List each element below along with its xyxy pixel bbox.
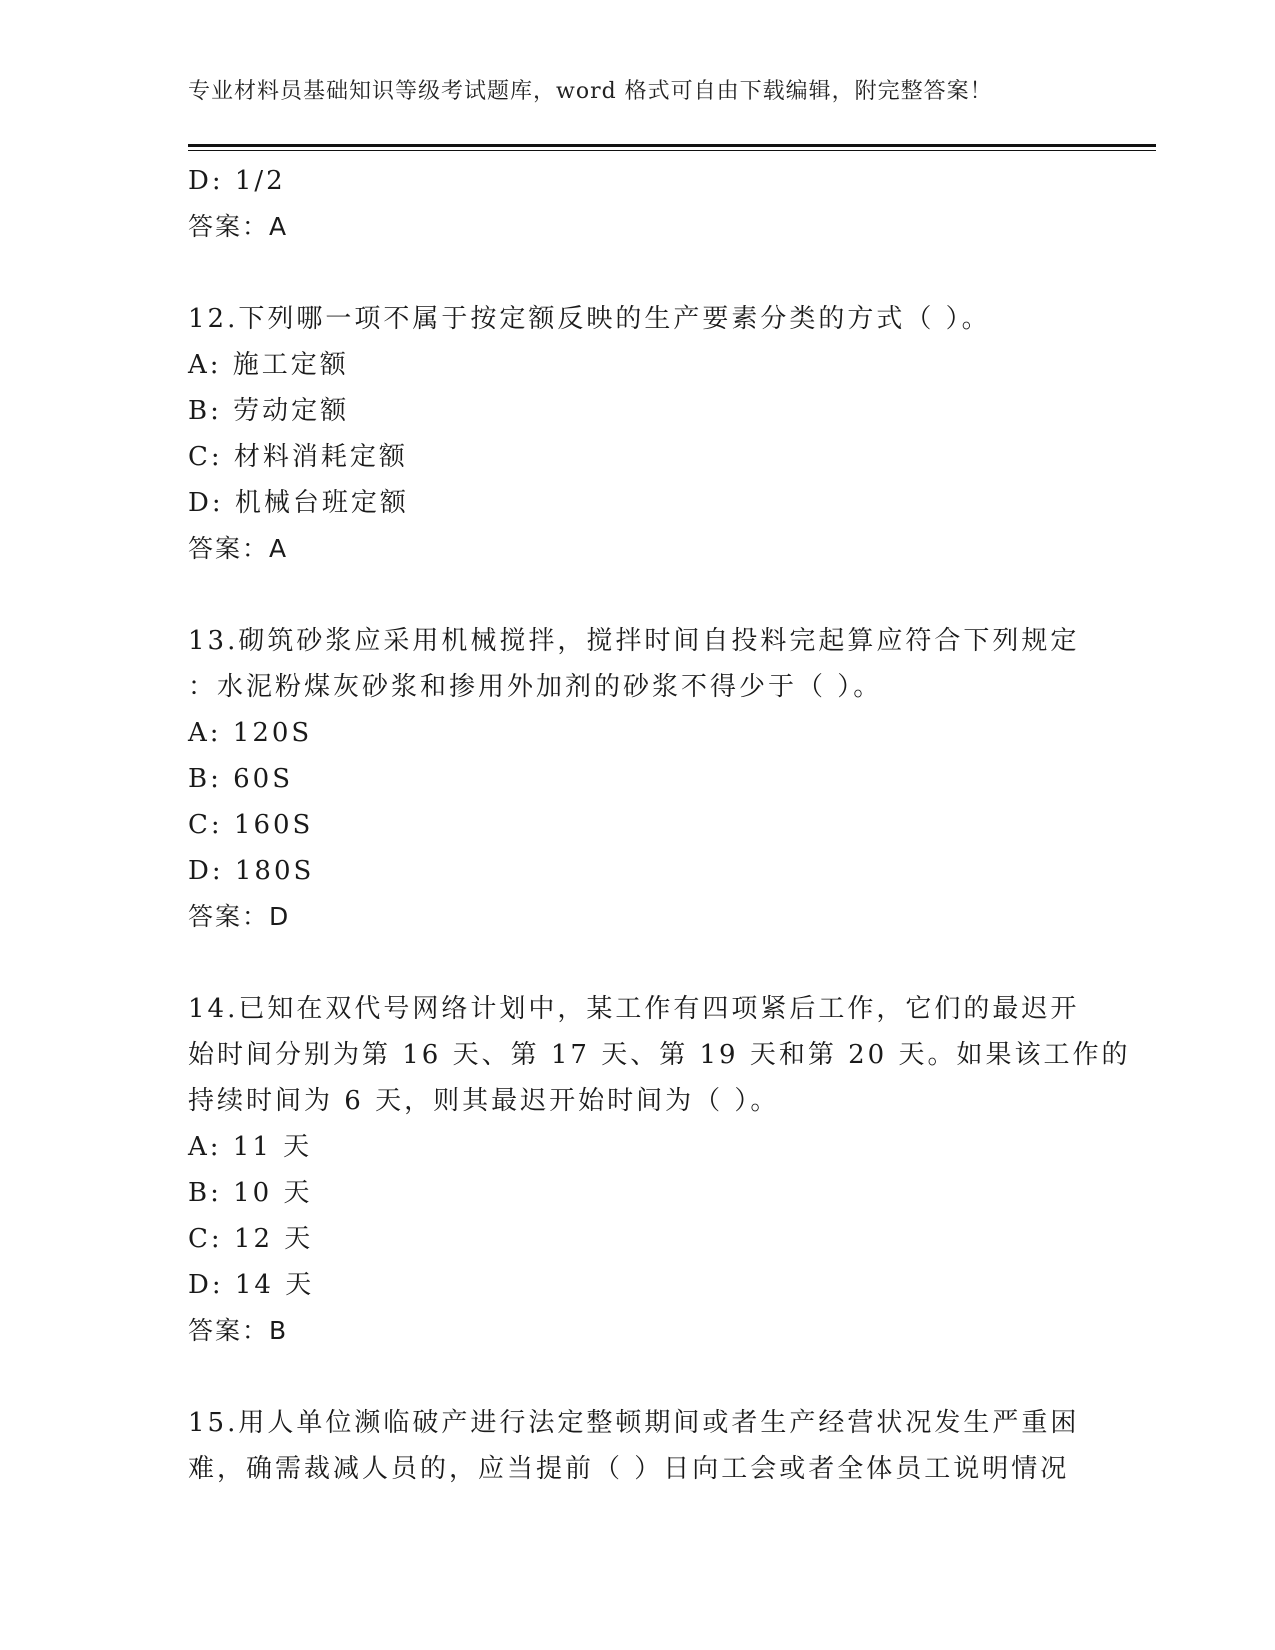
- option-line: C: 材料消耗定额: [188, 442, 408, 472]
- document-body: [188, 158, 1131, 1492]
- option-line: A: 11 天: [188, 1132, 313, 1162]
- question-line: 15.用人单位濒临破产进行法定整顿期间或者生产经营状况发生严重困: [188, 1408, 1080, 1438]
- question-line: 12.下列哪一项不属于按定额反映的生产要素分类的方式（ ）。: [188, 304, 991, 334]
- option-line: C: 12 天: [188, 1224, 314, 1254]
- paragraph-gap: [188, 250, 1088, 296]
- answer-line: 答案：D: [188, 902, 291, 931]
- option-line: B: 劳动定额: [188, 396, 350, 426]
- question-line: 持续时间为 6 天，则其最迟开始时间为（ ）。: [188, 1086, 780, 1116]
- option-line: D: 1/2: [188, 166, 286, 196]
- paragraph-gap: [188, 940, 1088, 986]
- question-line: 14.已知在双代号网络计划中，某工作有四项紧后工作，它们的最迟开: [188, 994, 1080, 1024]
- option-line: D: 180S: [188, 856, 315, 886]
- question-line: 始时间分别为第 16 天、第 17 天、第 19 天和第 20 天。如果该工作的: [188, 1040, 1131, 1070]
- option-line: D: 机械台班定额: [188, 488, 409, 518]
- page-header: 专业材料员基础知识等级考试题库，word 格式可自由下载编辑，附完整答案！: [188, 79, 993, 104]
- paragraph-gap: [188, 1354, 1088, 1400]
- option-line: C: 160S: [188, 810, 314, 840]
- option-line: B: 60S: [188, 764, 294, 794]
- header-rule-thick: [188, 144, 1156, 147]
- answer-line: 答案：A: [188, 212, 289, 241]
- question-line: 13.砌筑砂浆应采用机械搅拌，搅拌时间自投料完起算应符合下列规定: [188, 626, 1080, 656]
- question-line: ：水泥粉煤灰砂浆和掺用外加剂的砂浆不得少于（ ）。: [188, 672, 883, 702]
- option-line: B: 10 天: [188, 1178, 313, 1208]
- answer-line: 答案：A: [188, 534, 289, 563]
- option-line: A: 施工定额: [188, 350, 349, 380]
- option-line: A: 120S: [188, 718, 313, 748]
- option-line: D: 14 天: [188, 1270, 315, 1300]
- question-line: 难，确需裁减人员的，应当提前（ ）日向工会或者全体员工说明情况: [188, 1454, 1070, 1484]
- header-rule-thin: [188, 150, 1156, 151]
- paragraph-gap: [188, 572, 1088, 618]
- answer-line: 答案：B: [188, 1316, 289, 1345]
